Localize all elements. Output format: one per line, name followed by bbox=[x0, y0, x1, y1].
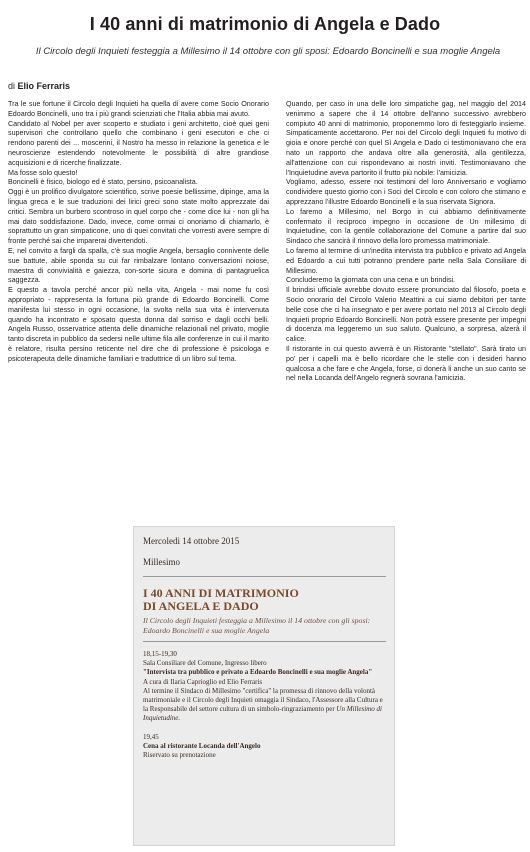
event-title-wrap bbox=[143, 668, 387, 677]
event-time: 18,15-19,30 bbox=[143, 650, 177, 658]
event-venue: Sala Consiliare del Comune, Ingresso libero bbox=[143, 659, 267, 668]
flyer-date: Mercoledì 14 ottobre 2015 bbox=[143, 536, 240, 546]
flyer-divider bbox=[143, 576, 386, 577]
paragraph: Concluderemo la giornata con una cena e un brindisi. bbox=[286, 276, 456, 285]
paragraph: Vogliamo, adesso, essere noi testimoni del loro Anniversario e vogliamo condividere questo giorno con i Soci del Circolo e con coloro che stimano e apprezzano l'illustre Edoardo Boncinelli e la sua riservata Signora. bbox=[286, 178, 526, 206]
event-description-text: Al termine il Sindaco di Millesimo "certifica" la promessa di rinnovo della volontà matrimoniale e il Circolo degli Inquieti omaggia il Sindaco, l'Assessore alla Cultura e la Responsabile del settore cultura di un simbolo-ringraziamento per bbox=[143, 686, 383, 714]
paragraph: Quando, per caso in una delle loro simpatiche gag, nel maggio del 2014 venimmo a sapere che il 14 ottobre dell'anno successivo avrebbero compiuto 40 anni di matrimonio, proponemmo loro di festeggiarlo insieme. Simpaticamente accettarono. Per noi del Circolo degli Inquieti fu motivo di gioia e onore perché con quel Sì Angela e Dado ci testimoniavano che era nato un rapporto che andava oltre alla generosità, alla gentilezza, all'attenzione con cui rispondevano ai nostri inviti. Testimoniavano che l'Inquietudine aveva partorito il frutto più nobile: l'amicizia. bbox=[286, 100, 526, 177]
article-title: I 40 anni di matrimonio di Angela e Dado bbox=[89, 14, 441, 34]
event-description bbox=[143, 687, 387, 724]
event-description-italic: Un Millesimo di Inquietudine. bbox=[143, 705, 382, 723]
article-left-column bbox=[8, 100, 269, 504]
paragraph: E, nel convito a fargli da spalla, c'è sua moglie Angela, bersaglio connivente delle sue battute, abile sponda su cui far rimbalzare lontano conversazioni noiose, maestra di convivialità e gaiezza, con-sorte sicura e domina di pantagruelica saggezza. bbox=[8, 246, 269, 285]
paragraph: Lo faremo al termine di un'inedita intervista tra pubblico e privato ad Angela ed Edoardo a cui tutti potranno prendere parte nella Sala Consiliare di Millesimo. bbox=[286, 246, 526, 275]
paragraph: E questo a tavola perché ancor più nella vita, Angela - mai nome fu così appropriato - rappresenta la fortuna più grande di Edoardo Boncinelli. Come manifesta lui stesso in ogni occasione, la svolta nella sua vita è intervenuta quando ha incontrato e sposato questa donna dal sorriso e dagli occhi belli. Angela Russo, osservatrice attenta delle dinamiche relazionali nel privato, moglie tanto discreta in pubblico da sedersi nelle ultime fila alle conferenze in cui il marito è relatore, risulta persino reticente nel dire che di professione è psicologa e psicoterapeuta delle dinamiche familiari e traduttrice di un libro sul tema. bbox=[8, 286, 269, 363]
event-title: "Intervista tra pubblico e privato a Edoardo Boncinelli e sua moglie Angela" bbox=[143, 668, 373, 677]
flyer-city: Millesimo bbox=[143, 557, 181, 567]
event-note: Riservato su prenotazione bbox=[143, 751, 216, 760]
flyer-subtitle: Il Circolo degli Inquieti festeggia a Millesimo il 14 ottobre con gli sposi: Edoardo Boncinelli e sua moglie Angela bbox=[143, 616, 371, 635]
paragraph: Il ristorante in cui questo avverrà è un Ristorante "stellato". Sarà tirato un po' per i capelli ma è bello ricordare che le stelle con i desideri hanno qualcosa a che fare e che Angela, forse, ci donerà li anche un suo canto se nel nella Locanda dell'Angelo regnerà sovrana l'amicizia. bbox=[286, 344, 526, 383]
article-subtitle: Il Circolo degli Inquieti festeggia a Millesimo il 14 ottobre con gli sposi: Edoardo Boncinelli e sua moglie Angela bbox=[35, 46, 501, 57]
event-flyer bbox=[133, 526, 395, 846]
article-right-column bbox=[286, 100, 526, 504]
paragraph: Lo faremo a Millesimo, nel Borgo in cui abbiamo definitivamente confermato il reciproco impegno in occasione de Un millesimo di Inquietudine, con la gentile collaborazione del Comune a partire dal suo Sindaco che sancirà il rinnovo della loro promessa matrimoniale. bbox=[286, 207, 526, 246]
flyer-program bbox=[143, 650, 387, 760]
event-title: Cena al ristorante Locanda dell'Angelo bbox=[143, 741, 261, 750]
flyer-title-line: I 40 ANNI DI MATRIMONIO bbox=[143, 586, 299, 600]
paragraph: Tra le sue fortune il Circolo degli Inquieti ha quella di avere come Socio Onorario Edoardo Boncinelli, uno tra i più grandi scienziati che l'Italia abbia mai avuto. bbox=[8, 100, 269, 118]
event-curators: A cura di Ilaria Caprioglio ed Elio Ferraris bbox=[143, 677, 263, 686]
event-title-wrap bbox=[143, 742, 387, 751]
paragraph: Ma fosse solo questo! bbox=[8, 168, 78, 177]
paragraph: Il brindisi ufficiale avrebbe dovuto essere pronunciato dal filosofo, poeta e Socio onorario del Circolo Valerio Meattini a cui siamo debitori per tante belle cose che ci ha insegnato e per avere portato nel 2013 al Circolo degli Inquieti proprio Edoardo Boncinelli. Non potrà essere presente per impegni di docenza ma leggeremo un suo saluto. Qualcuno, a sorpresa, alzerà il calice. bbox=[286, 286, 526, 344]
flyer-title bbox=[143, 587, 383, 613]
paragraph: Oggi è un prolifico divulgatore scientifico, scrive poesie bellissime, dipinge, ama la lingua greca e le sue traduzioni dei lirici greci sono state molto apprezzate dai critici. Sembra un burbero scontroso in quel corpo che - come dice lui - non gli ha mai dato soddisfazione. Dado, invece, come ormai ci onoriamo di chiamarlo, è soprattutto un gran simpaticone, uno di quei convitati che vorresti avere sempre di fronte perché sai che imparerai divertendoti. bbox=[8, 188, 269, 246]
spacer bbox=[143, 724, 387, 733]
flyer-title-line: DI ANGELA E DADO bbox=[143, 599, 259, 613]
byline bbox=[8, 81, 70, 91]
byline-prefix: di bbox=[8, 81, 16, 91]
paragraph: Boncinelli è fisico, biologo ed è stato, persino, psicoanalista. bbox=[8, 178, 198, 187]
flyer-divider bbox=[143, 641, 386, 642]
paragraph: Candidato al Nobel per aver scoperto e studiato i geni architetto, cioè quei geni supervisori che controllano quello che combinano i geni esecutori e che ci rendono parenti dei ... moscerini, il Nostro ha messo in relazione la genetica e le neuroscienze estendendo notevolmente le possibilità di altre grandiose acquisizioni e di ricerche finalizzate. bbox=[8, 119, 269, 167]
event-time: 19,45 bbox=[143, 732, 159, 741]
author-name: Elio Ferraris bbox=[17, 81, 71, 91]
